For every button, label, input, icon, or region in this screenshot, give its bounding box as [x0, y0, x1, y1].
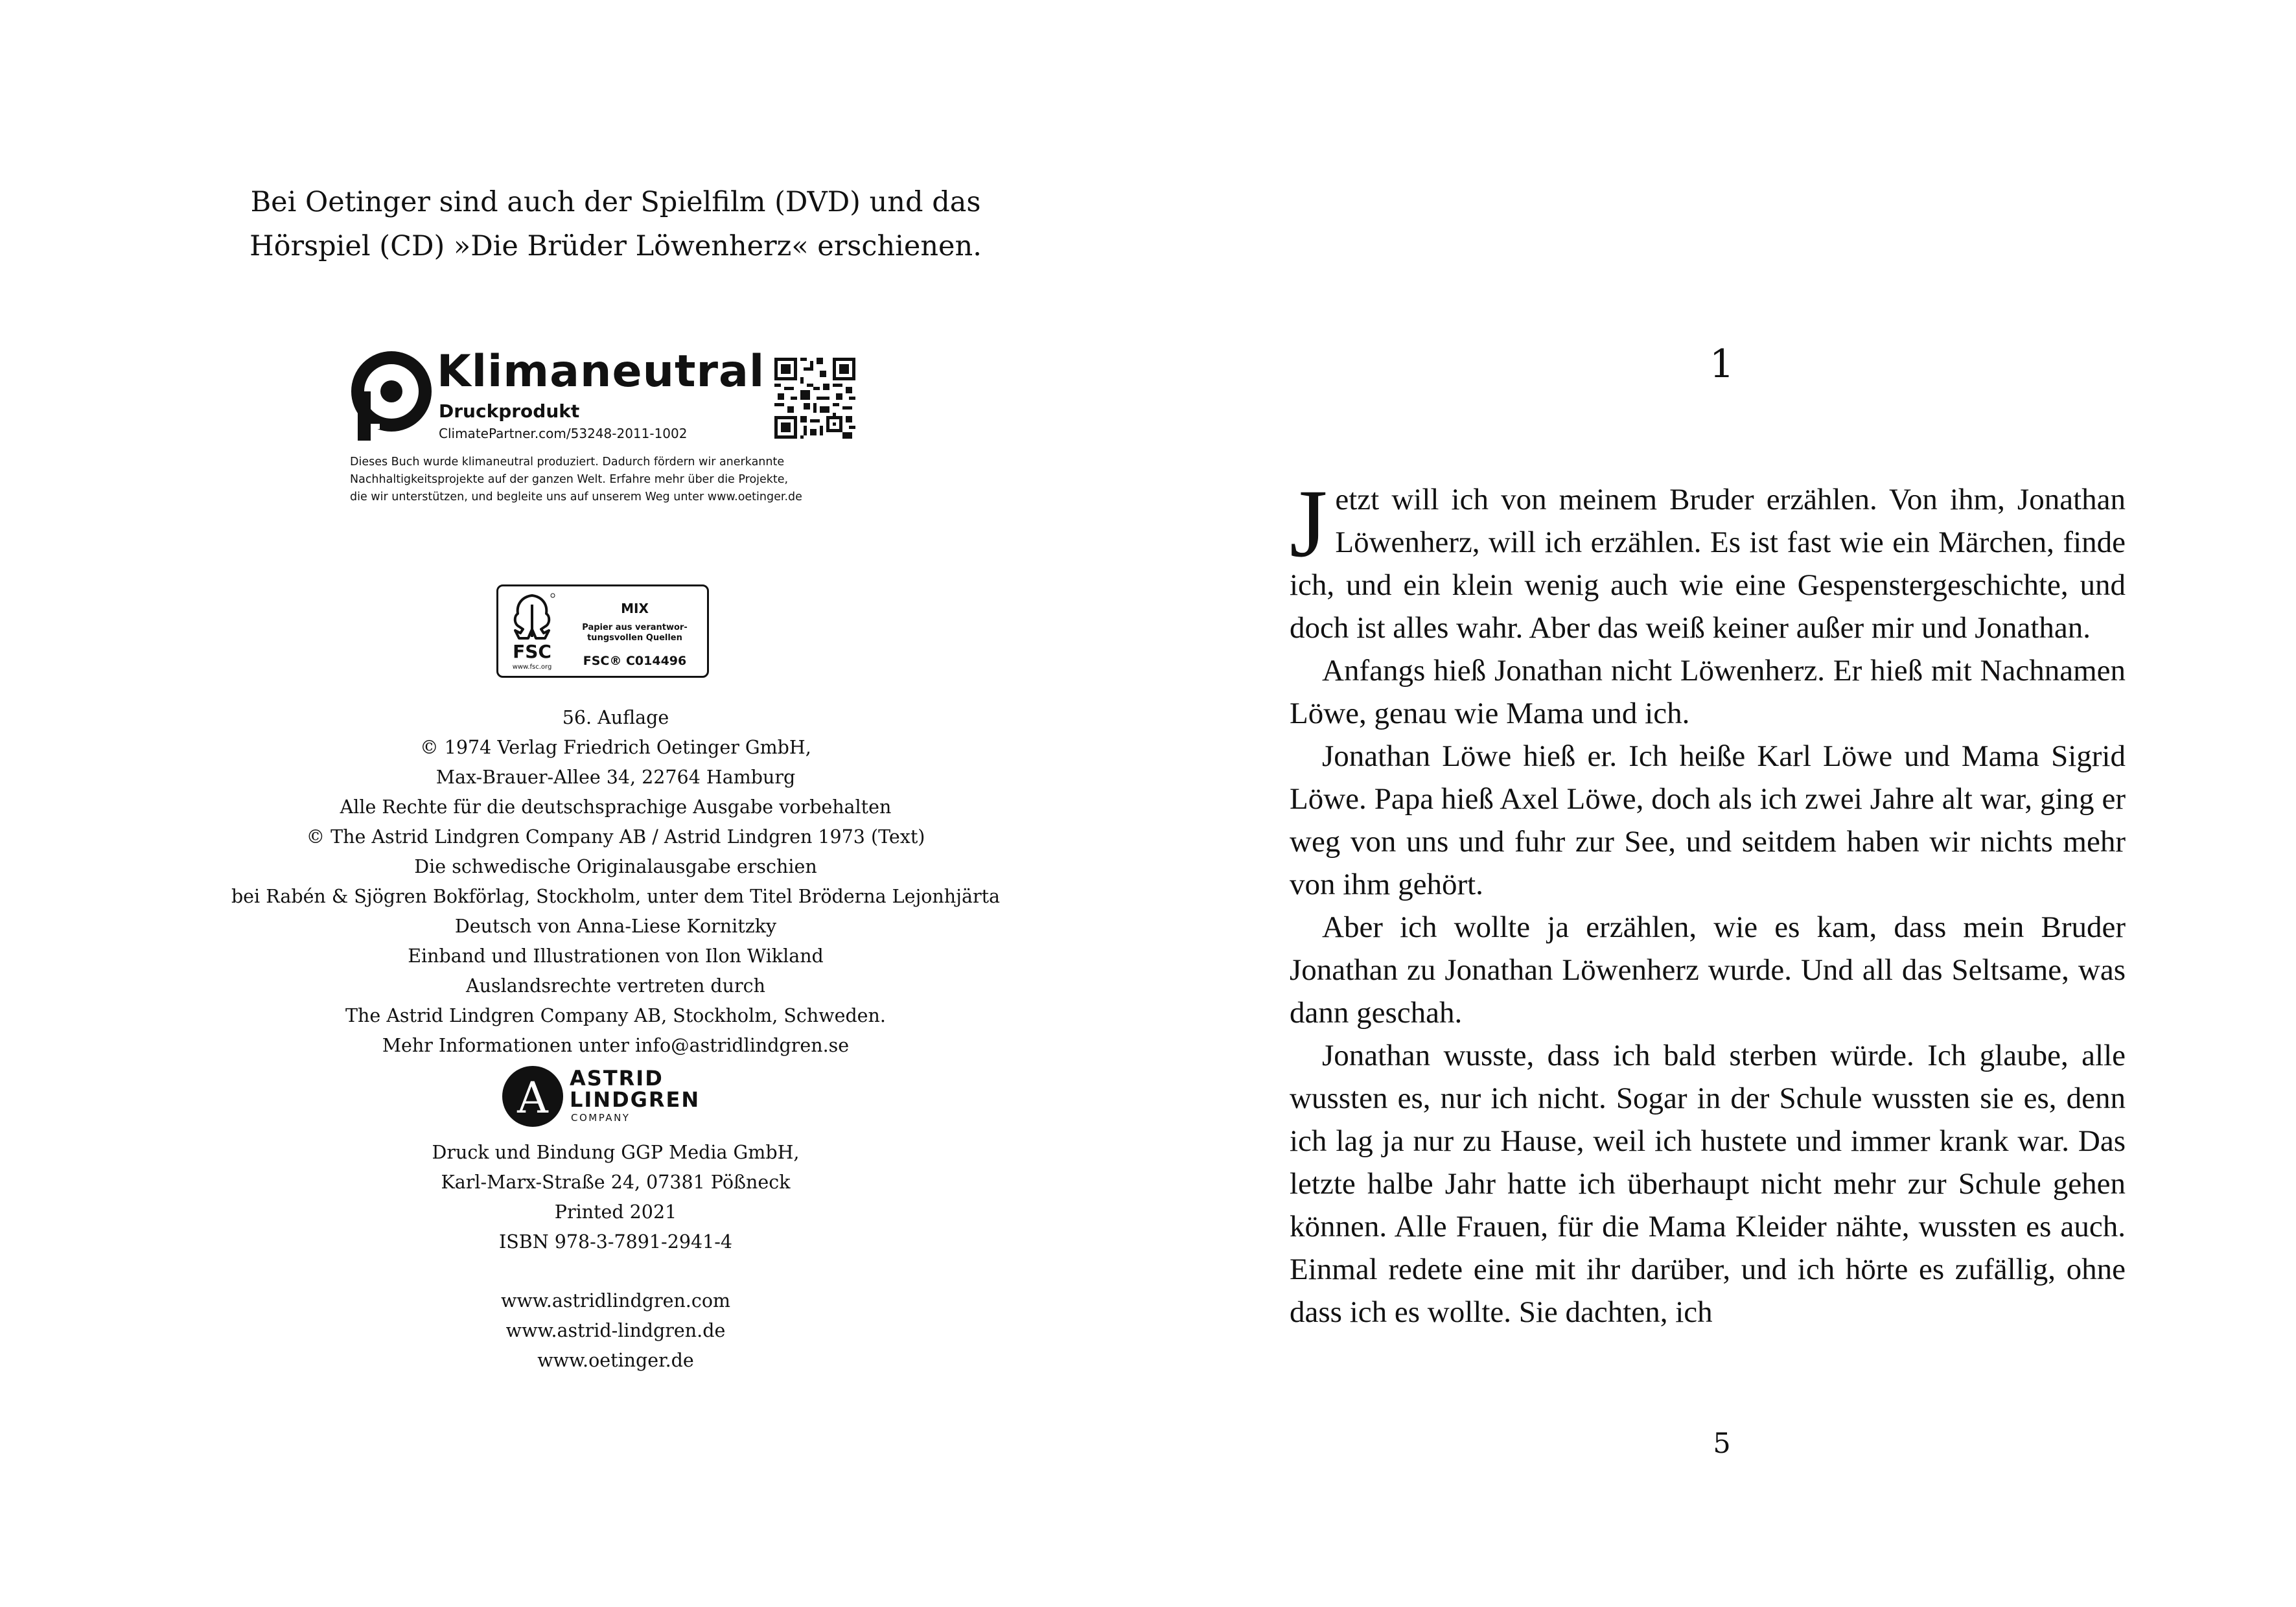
- klimaneutral-subtitle: Druckprodukt: [439, 400, 580, 422]
- climate-partner-logo-icon: [350, 350, 441, 441]
- alc-logo-line: COMPANY: [571, 1112, 631, 1124]
- klimaneutral-url: ClimatePartner.com/53248-2011-1002: [439, 426, 688, 441]
- imprint: [194, 703, 1037, 1061]
- paragraph: Aber ich wollte ja erzählen, wie es kam, dass mein Bruder Jonathan zu Jonathan Löwenherz wurde. Und all das Seltsame, was dann geschah.: [1290, 910, 2126, 1030]
- intro-line: Bei Oetinger sind auch der Spielfilm (DVD) und das: [250, 186, 981, 218]
- right-page: [1148, 0, 2296, 1607]
- klimaneutral-text-line: Nachhaltigkeitsprojekte auf der ganzen Welt. Erfahre mehr über die Projekte,: [350, 473, 789, 486]
- klimaneutral-title: Klimaneutral: [437, 346, 765, 397]
- fsc-desc-line: tungsvollen Quellen: [587, 633, 682, 643]
- imprint-line: © The Astrid Lindgren Company AB / Astrid Lindgren 1973 (Text): [306, 826, 925, 848]
- chapter-text: [1290, 470, 2126, 1334]
- klimaneutral-description: [350, 454, 868, 506]
- printer-line: ISBN 978-3-7891-2941-4: [499, 1231, 732, 1253]
- printer-info: [194, 1138, 1037, 1257]
- printer-line: Druck und Bindung GGP Media GmbH,: [432, 1142, 800, 1163]
- fsc-mix: MIX: [621, 601, 649, 616]
- fsc-code: FSC® C014496: [583, 654, 687, 668]
- fsc-desc-line: Papier aus verantwor-: [582, 623, 688, 632]
- paragraph: Anfangs hieß Jonathan nicht Löwenherz. Er hieß mit Nachnamen Löwe, genau wie Mama und ich.: [1290, 654, 2126, 730]
- fsc-logo-letters: FSC: [513, 641, 551, 662]
- qr-code-icon: [774, 358, 855, 439]
- alc-logo-line: LINDGREN: [570, 1087, 701, 1112]
- chapter-number: 1: [1709, 341, 1735, 387]
- astrid-lindgren-monogram-icon: [502, 1066, 563, 1127]
- imprint-line: Mehr Informationen unter info@astridlindgren.se: [382, 1035, 850, 1056]
- imprint-line: Deutsch von Anna-Liese Kornitzky: [454, 916, 777, 937]
- imprint-line: bei Rabén & Sjögren Bokförlag, Stockholm, unter dem Titel Bröderna Lejonhjärta: [231, 886, 1001, 907]
- imprint-line: 56. Auflage: [562, 707, 669, 728]
- paragraph: Jonathan Löwe hieß er. Ich heiße Karl Löwe und Mama Sigrid Löwe. Papa hieß Axel Löwe, doch als ich zwei Jahre alt war, ging er weg von uns und fuhr zur See, und seitdem haben wir nichts mehr von ihm gehört.: [1290, 739, 2126, 901]
- fsc-tree-logo-icon: [506, 592, 558, 673]
- drop-cap: J: [1290, 470, 1328, 577]
- imprint-line: Max-Brauer-Allee 34, 22764 Hamburg: [435, 767, 796, 788]
- website-link: www.astridlindgren.com: [500, 1290, 731, 1312]
- printer-line: Printed 2021: [554, 1201, 677, 1223]
- paragraph: [1290, 470, 2126, 649]
- imprint-line: The Astrid Lindgren Company AB, Stockholm, Schweden.: [345, 1005, 886, 1026]
- imprint-line: Einband und Illustrationen von Ilon Wikland: [408, 945, 824, 967]
- fsc-description: [568, 623, 701, 643]
- imprint-line: Auslandsrechte vertreten durch: [466, 975, 765, 997]
- klimaneutral-text-line: Dieses Buch wurde klimaneutral produziert. Dadurch fördern wir anerkannte: [350, 456, 785, 468]
- imprint-line: Alle Rechte für die deutschsprachige Ausgabe vorbehalten: [340, 796, 892, 818]
- printer-line: Karl-Marx-Straße 24, 07381 Pößneck: [441, 1172, 791, 1193]
- website-link: www.oetinger.de: [537, 1350, 694, 1371]
- intro-note: [194, 180, 1037, 268]
- fsc-label: [496, 584, 709, 678]
- website-link: www.astrid-lindgren.de: [505, 1320, 726, 1341]
- page-number: 5: [1713, 1428, 1731, 1460]
- website-links: [194, 1286, 1037, 1376]
- astrid-lindgren-company-logo: [502, 1065, 710, 1129]
- paragraph-text: etzt will ich von meinem Bruder erzählen. Von ihm, Jonathan Löwenherz, will ich erzählen. Es ist fast wie ein Märchen, finde ich, und ein klein wenig auch wie eine Gespenstergeschichte, und doch ist alles wahr. Aber das weiß keiner außer mir und Jonathan.: [1290, 483, 2126, 645]
- klimaneutral-badge: [350, 346, 868, 518]
- alc-logo-line: ASTRID: [570, 1066, 664, 1091]
- intro-line: Hörspiel (CD) »Die Brüder Löwenherz« erschienen.: [249, 230, 982, 262]
- fsc-logo-url: www.fsc.org: [512, 664, 552, 671]
- klimaneutral-text-line: die wir unterstützen, und begleite uns auf unserem Weg unter www.oetinger.de: [350, 491, 802, 503]
- imprint-line: Die schwedische Originalausgabe erschien: [414, 856, 817, 877]
- alc-monogram-letter: A: [517, 1073, 548, 1123]
- imprint-line: © 1974 Verlag Friedrich Oetinger GmbH,: [420, 737, 811, 758]
- paragraph: Jonathan wusste, dass ich bald sterben würde. Ich glaube, alle wussten es, nur ich nicht. Sogar in der Schule wussten sie es, denn ich lag ja nur zu Hause, weil ich hustete und immer krank war. Das letzte halbe Jahr hatte ich überhaupt nicht mehr zur Schule gehen können. Alle Frauen, für die Mama Kleider nähte, wussten es auch. Einmal redete eine mit ihr darüber, und ich hörte es zufällig, ohne dass ich es wollte. Sie dachten, ich: [1290, 1039, 2126, 1329]
